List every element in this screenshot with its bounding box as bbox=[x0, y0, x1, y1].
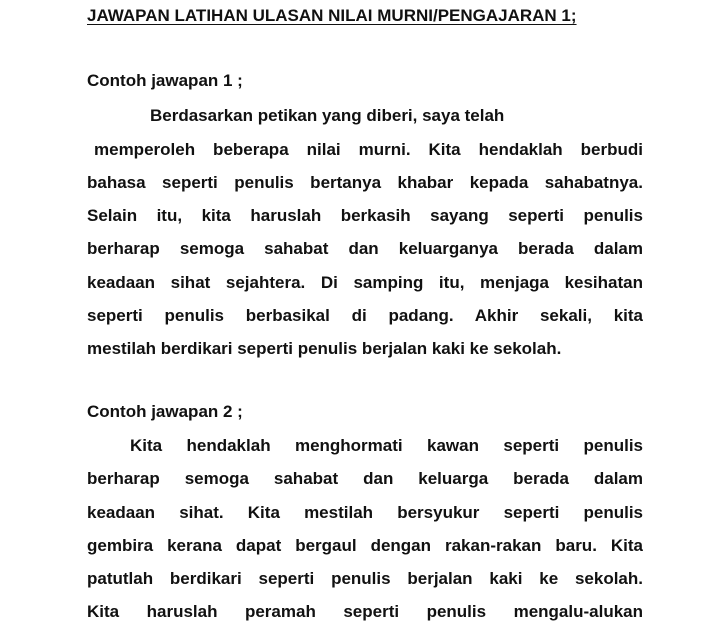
paragraph-line: patutlah berdikari seperti penulis berjalan kaki ke sekolah. bbox=[87, 569, 643, 588]
paragraph-line: Berdasarkan petikan yang diberi, saya telah bbox=[150, 106, 505, 125]
paragraph-line: keadaan sihat. Kita mestilah bersyukur seperti penulis bbox=[87, 503, 643, 522]
paragraph-line: seperti penulis berbasikal di padang. Akhir sekali, kita bbox=[87, 306, 643, 325]
paragraph-line: berharap semoga sahabat dan keluarga berada dalam bbox=[87, 469, 643, 488]
paragraph-line: gembira kerana dapat bergaul dengan rakan-rakan baru. Kita bbox=[87, 536, 643, 555]
paragraph-line: berharap semoga sahabat dan keluarganya berada dalam bbox=[87, 239, 643, 258]
paragraph-line: memperoleh beberapa nilai murni. Kita hendaklah berbudi bbox=[94, 140, 643, 159]
paragraph-line: mestilah berdikari seperti penulis berjalan kaki ke sekolah. bbox=[87, 339, 562, 358]
section-heading-2: Contoh jawapan 2 ; bbox=[87, 402, 243, 421]
paragraph-line: Selain itu, kita haruslah berkasih sayang seperti penulis bbox=[87, 206, 643, 225]
paragraph-line: Kita haruslah peramah seperti penulis mengalu-alukan bbox=[87, 602, 643, 621]
paragraph-line: bahasa seperti penulis bertanya khabar kepada sahabatnya. bbox=[87, 173, 643, 192]
section-heading-1: Contoh jawapan 1 ; bbox=[87, 71, 243, 90]
paragraph-line: Kita hendaklah menghormati kawan seperti penulis bbox=[130, 436, 643, 455]
paragraph-line: keadaan sihat sejahtera. Di samping itu, menjaga kesihatan bbox=[87, 273, 643, 292]
document-title: JAWAPAN LATIHAN ULASAN NILAI MURNI/PENGAJARAN 1; bbox=[87, 6, 577, 25]
